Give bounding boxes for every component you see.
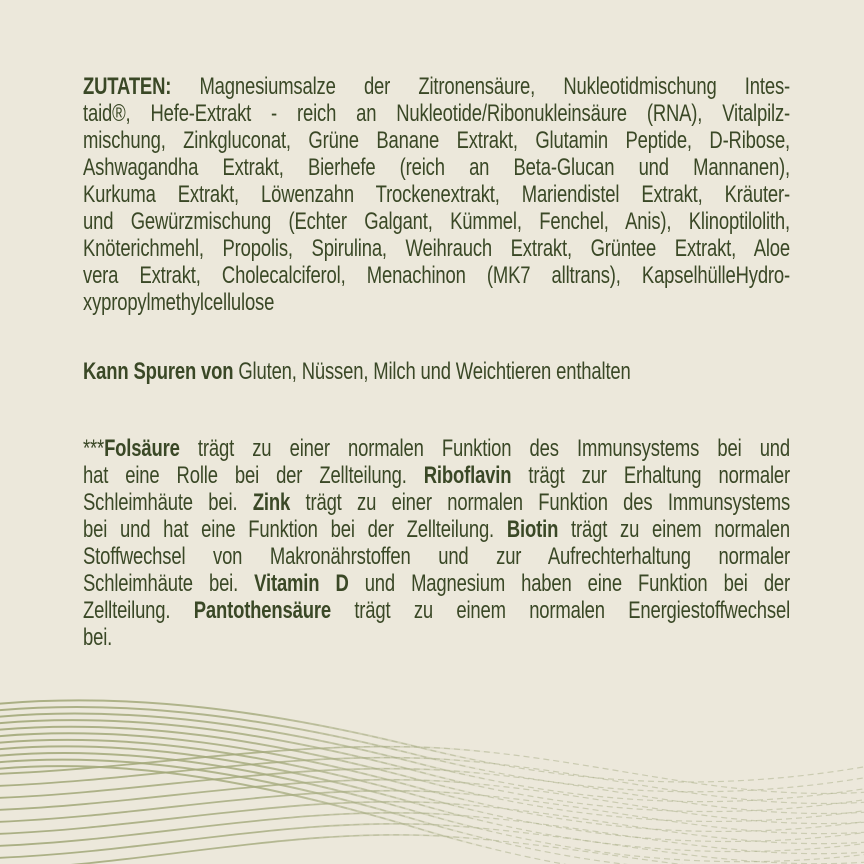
text-segment: bei und hat eine Funktion bei der Zellteilung. xyxy=(83,516,507,543)
text-line xyxy=(83,570,790,597)
text-segment: mischung, Zinkgluconat, Grüne Banane Extrakt, Glutamin Peptide, D-Ribose, xyxy=(83,127,791,154)
text-line xyxy=(83,100,790,127)
text-line xyxy=(83,127,790,154)
text-segment: Schleimhäute bei. xyxy=(83,570,255,597)
text-segment: trägt zu einem normalen Energiestoffwechsel xyxy=(330,597,791,624)
wave-decoration xyxy=(0,674,864,864)
text-segment: trägt zu einer normalen Funktion des Immunsystems bei und xyxy=(179,435,791,462)
bold-text-segment: Folsäure xyxy=(104,435,180,462)
text-segment: Gluten, Nüssen, Milch und Weichtieren enthalten xyxy=(233,358,631,385)
bold-text-segment: Pantothensäure xyxy=(193,597,331,624)
text-segment: Stoffwechsel von Makronährstoffen und zur Aufrechterhaltung normaler xyxy=(83,543,791,570)
text-line xyxy=(83,358,790,385)
bold-text-segment: Zink xyxy=(252,489,291,516)
text-line xyxy=(83,435,790,462)
text-segment: taid®, Hefe-Extrakt - reich an Nukleotide/Ribonukleinsäure (RNA), Vitalpilz- xyxy=(83,100,791,127)
text-line xyxy=(83,597,790,624)
text-segment: Zellteilung. xyxy=(83,597,194,624)
text-line xyxy=(83,154,790,181)
text-segment: Knöterichmehl, Propolis, Spirulina, Weihrauch Extrakt, Grüntee Extrakt, Aloe xyxy=(83,235,791,262)
text-line xyxy=(83,624,790,651)
text-segment: trägt zur Erhaltung normaler xyxy=(511,462,791,489)
text-line xyxy=(83,181,790,208)
text-line xyxy=(83,208,790,235)
text-segment: vera Extrakt, Cholecalciferol, Menachinon (MK7 alltrans), KapselhülleHydro- xyxy=(83,262,791,289)
text-segment: bei. xyxy=(83,624,113,651)
bold-text-segment: Vitamin D xyxy=(254,570,349,597)
ingredients-paragraph xyxy=(83,73,790,316)
text-segment: hat eine Rolle bei der Zellteilung. xyxy=(83,462,424,489)
text-segment: trägt zu einer normalen Funktion des Immunsystems xyxy=(290,489,791,516)
bold-text-segment: Riboflavin xyxy=(423,462,512,489)
text-line xyxy=(83,516,790,543)
text-segment: Schleimhäute bei. xyxy=(83,489,253,516)
text-segment: und Magnesium haben eine Funktion bei der xyxy=(348,570,791,597)
traces-statement xyxy=(83,358,790,385)
text-segment: trägt zu einem normalen xyxy=(558,516,791,543)
text-line xyxy=(83,235,790,262)
text-segment: xypropylmethylcellulose xyxy=(83,289,275,316)
text-line xyxy=(83,289,790,316)
wave-dashed-lines xyxy=(0,700,864,864)
text-segment: Magnesiumsalze der Zitronensäure, Nukleotidmischung Intes- xyxy=(171,73,791,100)
bold-text-segment: ZUTATEN: xyxy=(83,73,172,100)
bold-text-segment: Biotin xyxy=(506,516,559,543)
claims-paragraph xyxy=(83,435,790,651)
text-line xyxy=(83,543,790,570)
text-line xyxy=(83,262,790,289)
text-line xyxy=(83,73,790,100)
text-line xyxy=(83,489,790,516)
bold-text-segment: Kann Spuren von xyxy=(83,358,234,385)
text-segment: Kurkuma Extrakt, Löwenzahn Trockenextrakt, Mariendistel Extrakt, Kräuter- xyxy=(83,181,791,208)
text-line xyxy=(83,462,790,489)
text-segment: und Gewürzmischung (Echter Galgant, Kümmel, Fenchel, Anis), Klinoptilolith, xyxy=(83,208,791,235)
text-segment: Ashwagandha Extrakt, Bierhefe (reich an Beta-Glucan und Mannanen), xyxy=(83,154,791,181)
text-segment: *** xyxy=(83,435,105,462)
